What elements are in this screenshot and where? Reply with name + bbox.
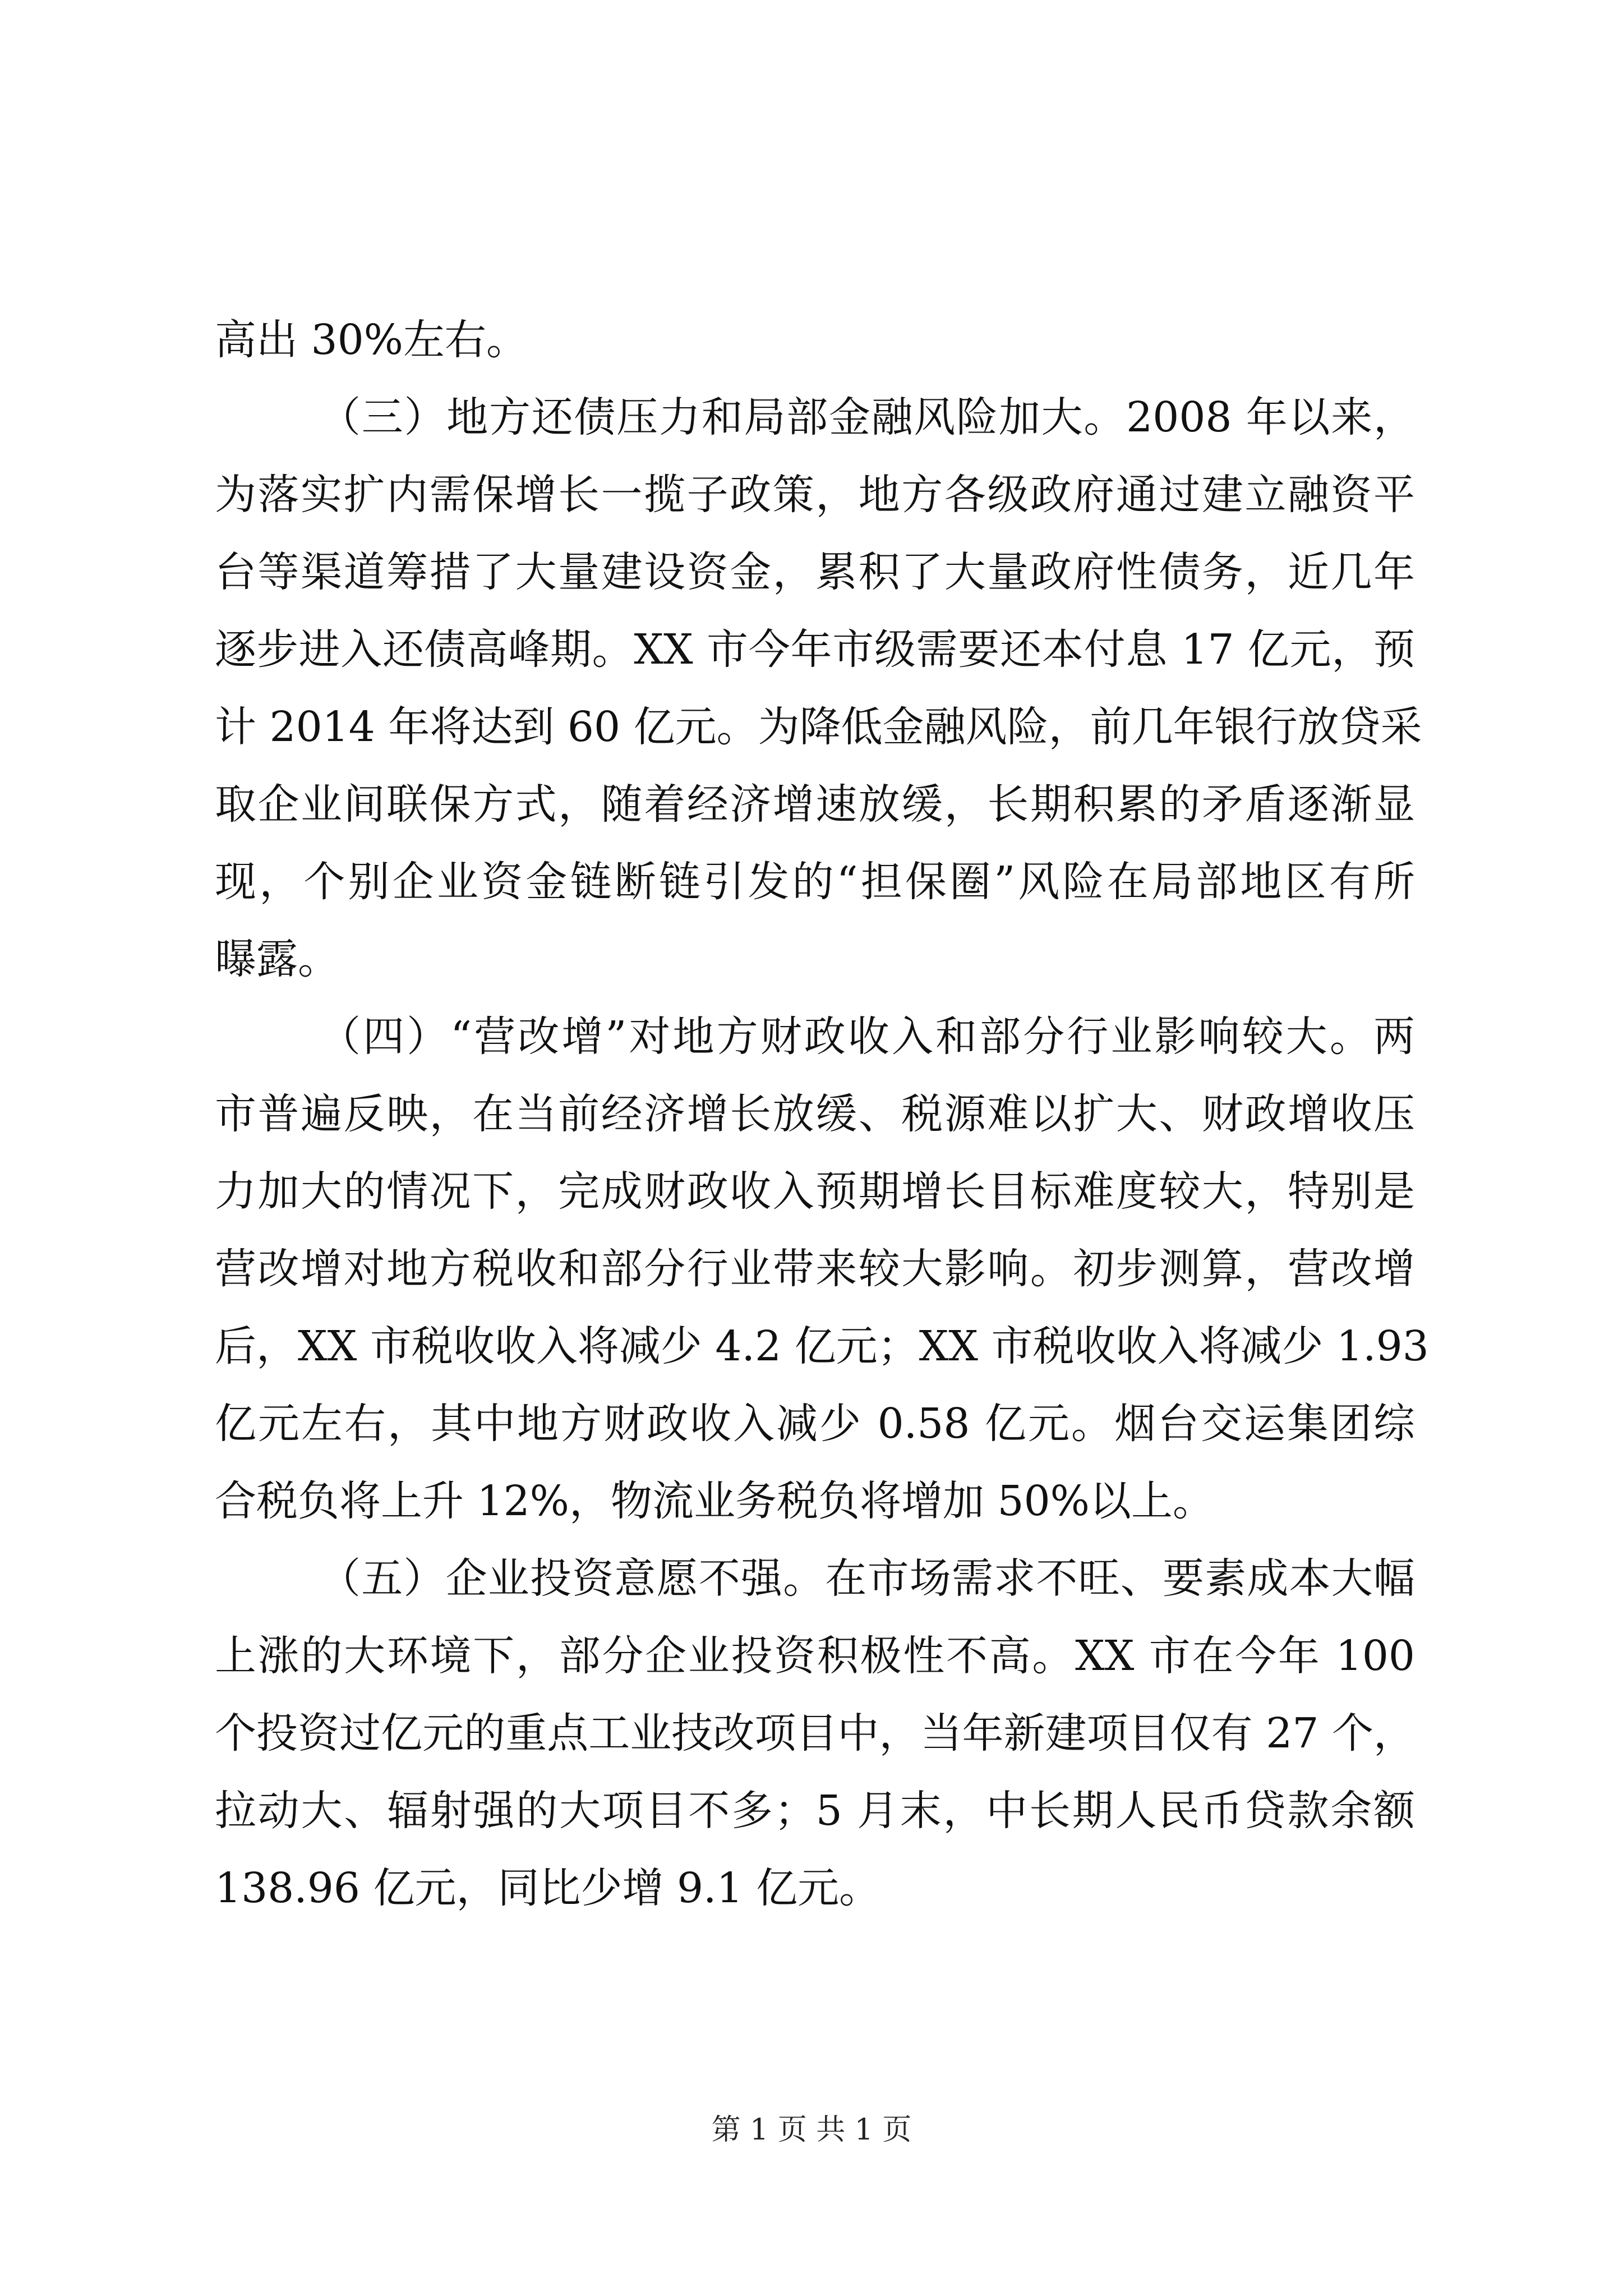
text-line: 为落实扩内需保增长一揽子政策，地方各级政府通过建立融资平 (215, 471, 1415, 519)
text-line: 合税负将上升 12%，物流业务税负将增加 50%以上。 (215, 1477, 1214, 1525)
text-line: 现，个别企业资金链断链引发的“担保圈”风险在局部地区有所 (215, 858, 1415, 906)
text-line: 个投资过亿元的重点工业技改项目中，当年新建项目仅有 27 个， (215, 1709, 1415, 1757)
text-line: 上涨的大环境下，部分企业投资积极性不高。XX 市在今年 100 (215, 1632, 1415, 1680)
page-number-footer: 第 1 页 共 1 页 (711, 2113, 912, 2147)
text-line: 拉动大、辐射强的大项目不多；5 月末，中长期人民币贷款余额 (215, 1787, 1415, 1835)
text-line: 后，XX 市税收收入将减少 4.2 亿元；XX 市税收收入将减少 1.93 (215, 1322, 1429, 1370)
text-line: 台等渠道筹措了大量建设资金，累积了大量政府性债务，近几年 (215, 548, 1415, 596)
section-heading-4: （四）“营改增”对地方财政收入和部分行业影响较大。两 (319, 1013, 1415, 1061)
section-heading-5: （五）企业投资意愿不强。在市场需求不旺、要素成本大幅 (319, 1554, 1415, 1603)
text-line: 取企业间联保方式，随着经济增速放缓，长期积累的矛盾逐渐显 (215, 780, 1415, 829)
text-line: 计 2014 年将达到 60 亿元。为降低金融风险，前几年银行放贷采 (215, 703, 1422, 751)
text-line: 力加大的情况下，完成财政收入预期增长目标难度较大，特别是 (215, 1167, 1415, 1216)
text-line: 曝露。 (215, 935, 339, 983)
text-line: 亿元左右，其中地方财政收入减少 0.58 亿元。烟台交运集团综 (215, 1400, 1415, 1448)
section-heading-3: （三）地方还债压力和局部金融风险加大。2008 年以来， (319, 393, 1415, 441)
text-line: 市普遍反映，在当前经济增长放缓、税源难以扩大、财政增收压 (215, 1090, 1415, 1138)
text-line: 高出 30%左右。 (215, 316, 528, 364)
text-line: 营改增对地方税收和部分行业带来较大影响。初步测算，营改增 (215, 1245, 1415, 1293)
text-line: 138.96 亿元，同比少增 9.1 亿元。 (215, 1864, 881, 1912)
text-line: 逐步进入还债高峰期。XX 市今年市级需要还本付息 17 亿元，预 (215, 625, 1415, 674)
